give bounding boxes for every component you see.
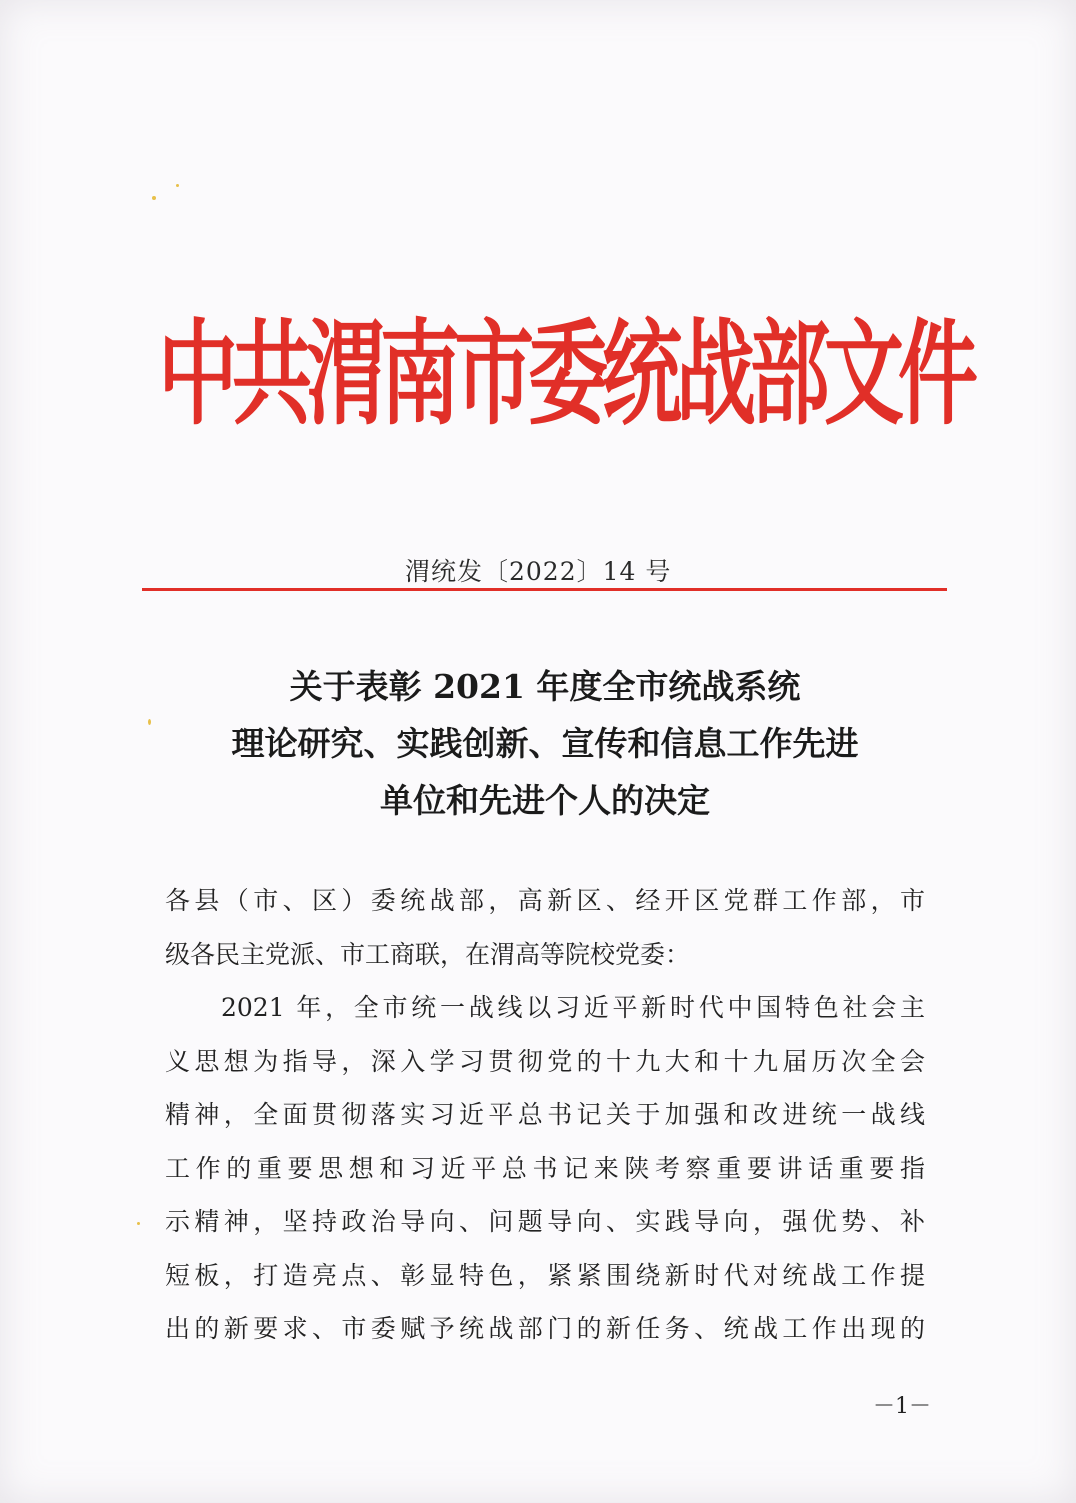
body-line: 义思想为指导，深入学习贯彻党的十九大和十九届历次全会	[165, 1046, 925, 1076]
paper-speck	[152, 196, 156, 200]
document-title-line-3: 单位和先进个人的决定	[380, 781, 710, 820]
paper-speck	[176, 184, 179, 187]
body-line: 精神，全面贯彻落实习近平总书记关于加强和改进统一战线	[165, 1100, 925, 1129]
body-line: 工作的重要思想和习近平总书记来陕考察重要讲话重要指	[165, 1153, 925, 1183]
document-title-line-1: 关于表彰 2021 年度全市统战系统	[289, 667, 801, 706]
red-separator-line	[142, 588, 947, 591]
body-line: 2021 年，全市统一战线以习近平新时代中国特色社会主	[221, 993, 925, 1022]
document-title	[160, 658, 930, 829]
body-line: 出的新要求、市委赋予统战部门的新任务、统战工作出现的	[165, 1314, 925, 1343]
body-line: 短板，打造亮点、彰显特色，紧紧围绕新时代对统战工作提	[165, 1260, 925, 1290]
body-line: 各县（市、区）委统战部，高新区、经开区党群工作部，市	[165, 886, 925, 915]
document-number: 渭统发〔2022〕14 号	[405, 557, 672, 586]
paper-speck	[137, 1222, 140, 1225]
body-line: 示精神，坚持政治导向、问题导向、实践导向，强优势、补	[165, 1207, 925, 1236]
paper-speck	[148, 719, 151, 725]
document-body	[165, 874, 925, 1356]
page-number: －1－	[873, 1394, 931, 1419]
document-title-line-2: 理论研究、实践创新、宣传和信息工作先进	[231, 724, 859, 763]
issuing-authority-header: 中共渭南市委统战部文件	[158, 308, 972, 441]
body-line: 级各民主党派、市工商联，在渭高等院校党委：	[165, 939, 691, 969]
